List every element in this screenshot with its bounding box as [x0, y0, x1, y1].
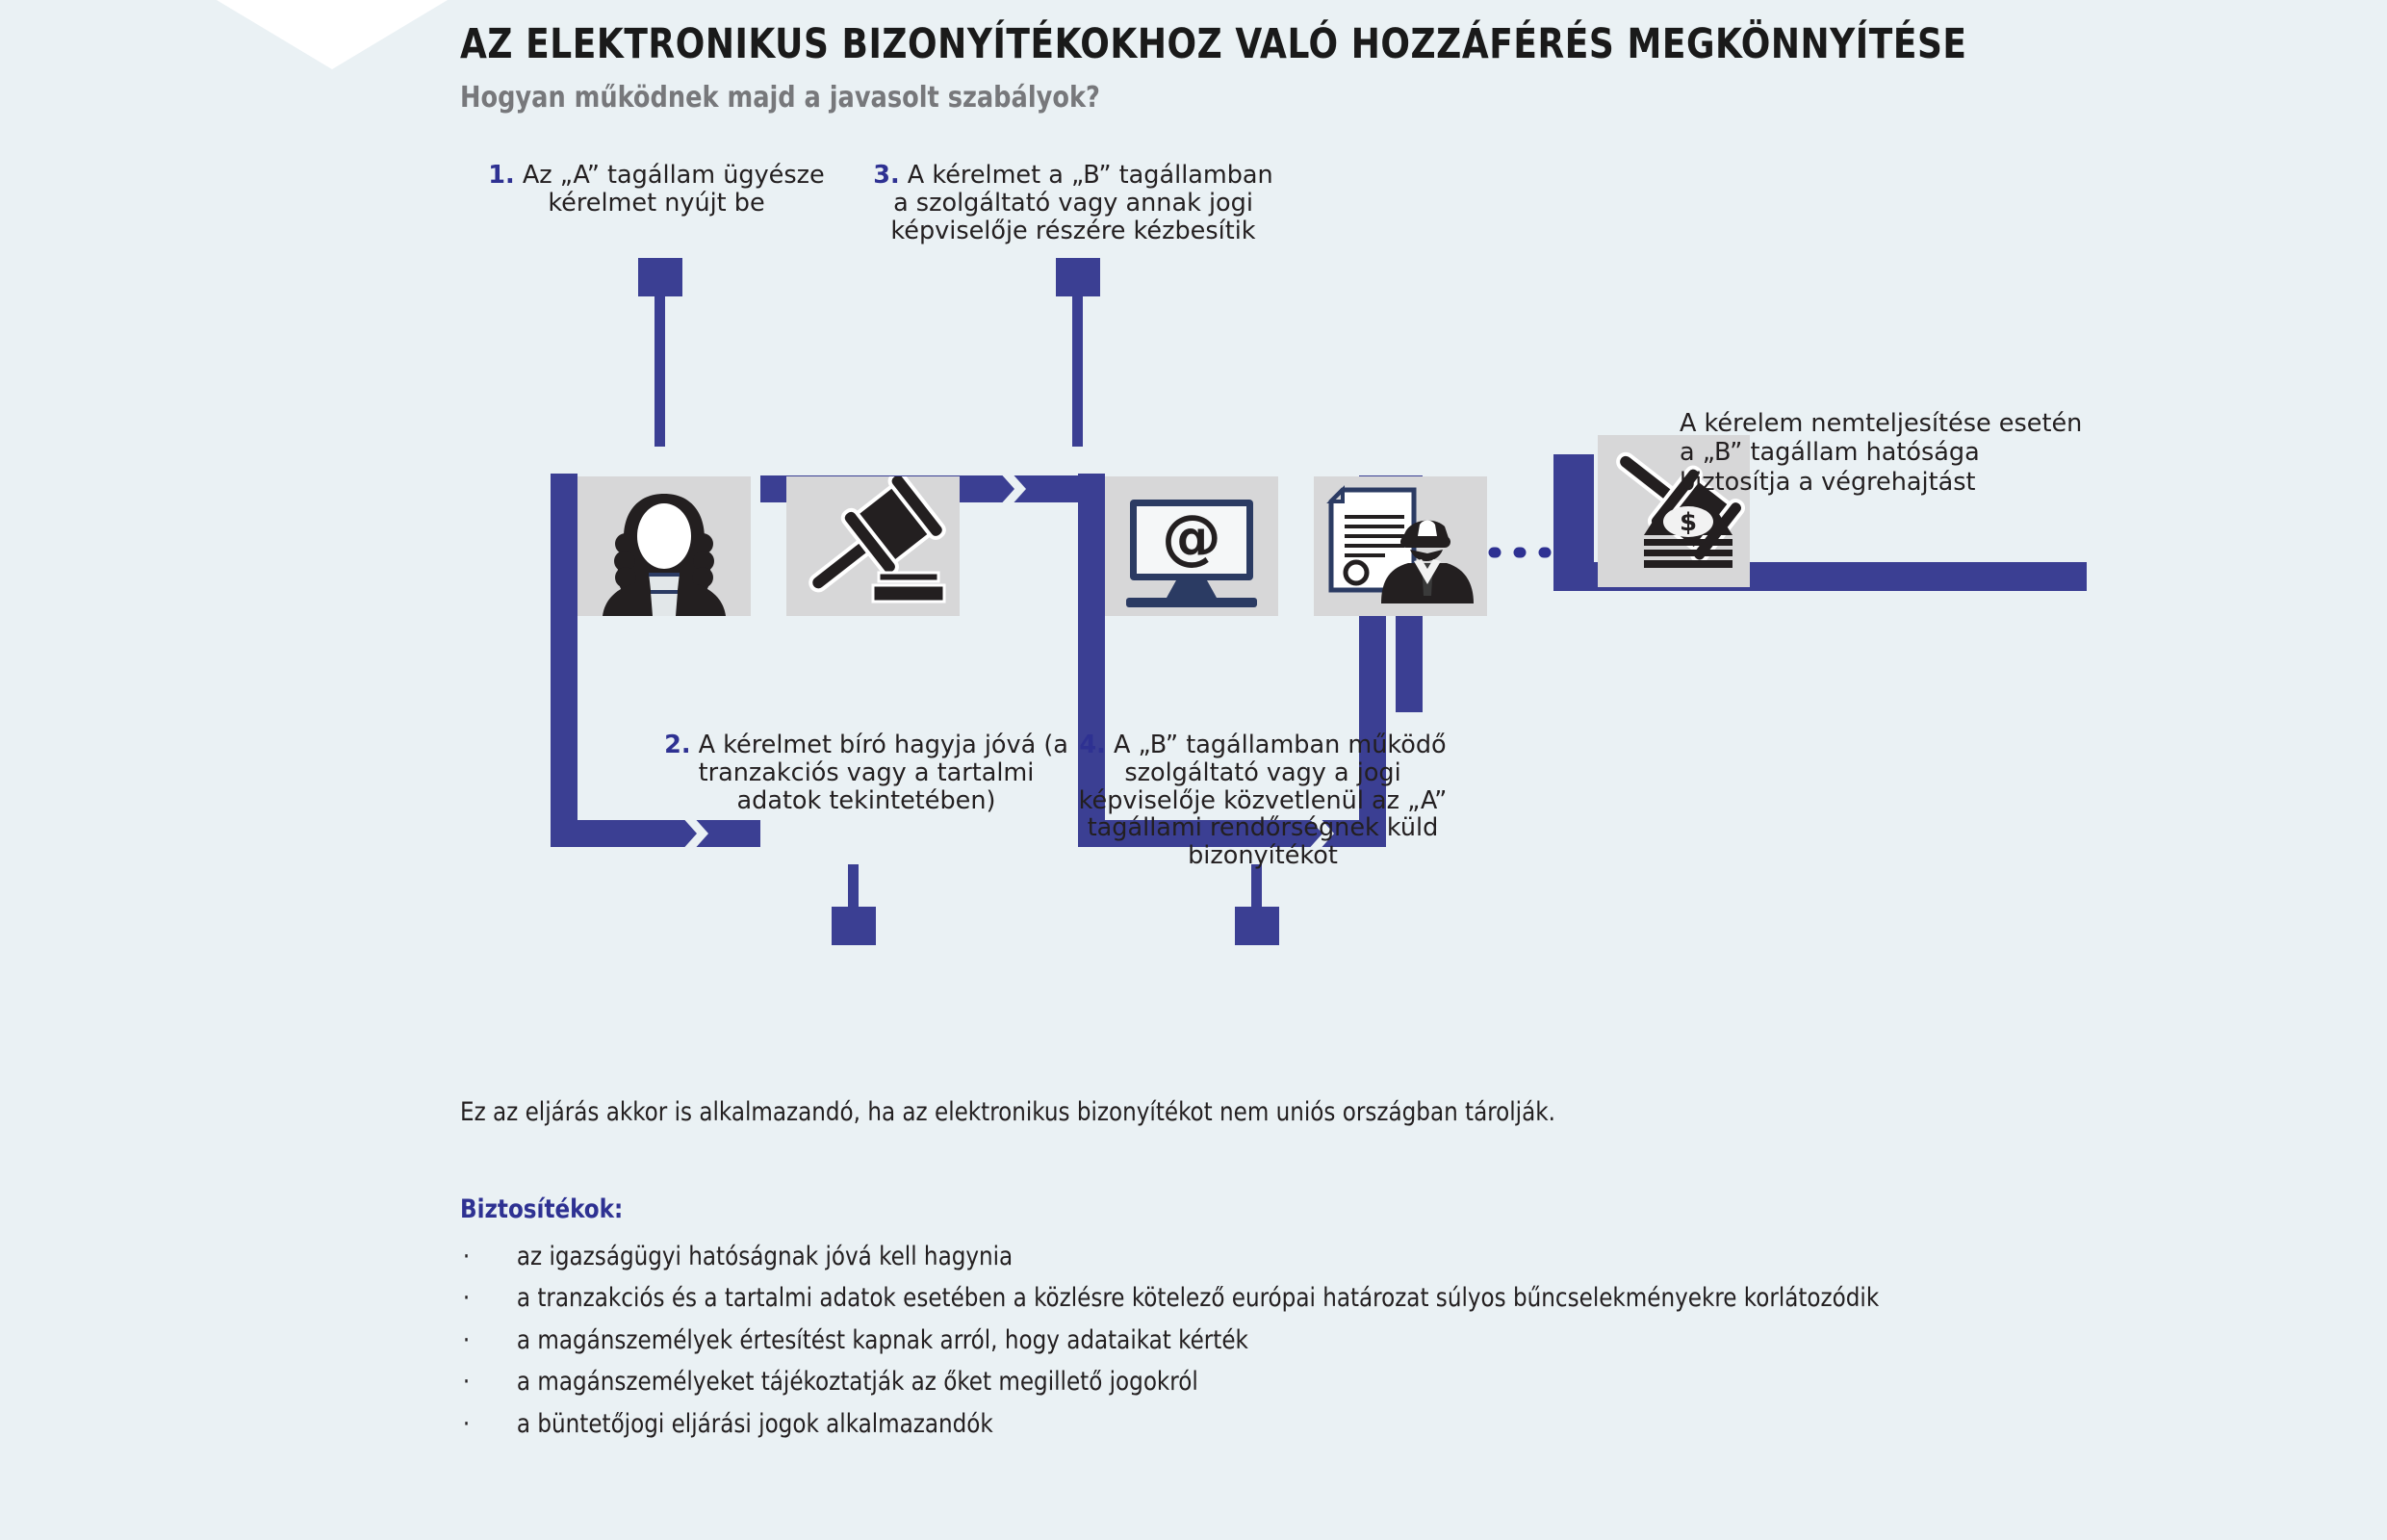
process-flow-diagram: [0, 161, 2387, 1040]
step-2-caption: [664, 732, 1068, 814]
bullet-icon: ·: [462, 1242, 471, 1271]
step-4-text: A „B” tagállamban működő szolgáltató vagy a jogi képviselője közvetlenül az „A” tagállami rendőrségnek küld bizonyítékot: [1078, 731, 1448, 871]
bullet-icon: ·: [462, 1324, 471, 1355]
step-2-number: 2.: [664, 731, 691, 759]
bullet-icon: ·: [462, 1367, 471, 1398]
list-item: [460, 1405, 2061, 1443]
list-item: [460, 1322, 2061, 1359]
step-4-number: 4.: [1079, 731, 1106, 759]
step-4-icon-tile: [1314, 476, 1487, 616]
header: [460, 21, 2308, 115]
svg-text:$: $: [1679, 508, 1698, 537]
step-4-caption: [1061, 732, 1465, 870]
svg-text:@: @: [1162, 501, 1221, 572]
enforcement-text: A kérelem nemteljesítése esetén a „B” tagállam hatósága biztosítja a végrehajtást: [1680, 409, 2083, 497]
monitor-at-sign-icon: [1105, 476, 1278, 616]
list-item: [460, 1238, 2061, 1275]
list-item-text: a magánszemélyek értesítést kapnak arról, hogy adataikat kérték: [516, 1324, 1248, 1355]
gavel-icon: [786, 476, 960, 616]
step-1-icon-tile: [578, 476, 751, 616]
corner-chevron-decoration: [217, 0, 448, 69]
safeguards-heading: Biztosítékok:: [460, 1194, 624, 1224]
page-subtitle: Hogyan működnek majd a javasolt szabályok?: [460, 81, 1100, 116]
step-3-text: A kérelmet a „B” tagállamban a szolgáltató vagy annak jogi képviselője részére kézbesítik: [890, 161, 1273, 245]
step-1-text: Az „A” tagállam ügyésze kérelmet nyújt be: [522, 161, 825, 218]
step-2-text: A kérelmet bíró hagyja jóvá (a tranzakciós vagy a tartalmi adatok tekintetében): [698, 731, 1068, 815]
document-police-officer-icon: [1314, 476, 1487, 616]
intro-paragraph: Ez az eljárás akkor is alkalmazandó, ha az elektronikus bizonyítékot nem uniós országban tárolják.: [460, 1097, 1555, 1127]
step-2-icon-tile: [786, 476, 960, 616]
bottom-text-block: [460, 1097, 2144, 1447]
list-item-text: a büntetőjogi eljárási jogok alkalmazandók: [516, 1408, 993, 1439]
step-3-number: 3.: [873, 161, 900, 190]
step-3-caption: [871, 162, 1275, 244]
list-item: [460, 1279, 2061, 1317]
step-1-caption: [454, 162, 859, 218]
step-1-number: 1.: [488, 161, 515, 190]
bullet-icon: ·: [462, 1283, 471, 1314]
bullet-icon: ·: [462, 1408, 471, 1439]
list-item-text: a magánszemélyeket tájékoztatják az őket megillető jogokról: [516, 1367, 1198, 1398]
step-3-icon-tile: [1105, 476, 1278, 616]
list-item: [460, 1363, 2061, 1400]
list-item-text: az igazságügyi hatóságnak jóvá kell hagynia: [516, 1242, 1014, 1271]
judge-wig-person-icon: [578, 476, 751, 616]
list-item-text: a tranzakciós és a tartalmi adatok esetében a közlésre kötelező európai határozat súlyos bűncselekményekre korlátozódik: [516, 1283, 1880, 1314]
safeguards-list: [460, 1238, 2144, 1443]
enforcement-note: [1680, 409, 2084, 497]
page-title: AZ ELEKTRONIKUS BIZONYÍTÉKOKHOZ VALÓ HOZZÁFÉRÉS MEGKÖNNYÍTÉSE: [460, 20, 1967, 68]
